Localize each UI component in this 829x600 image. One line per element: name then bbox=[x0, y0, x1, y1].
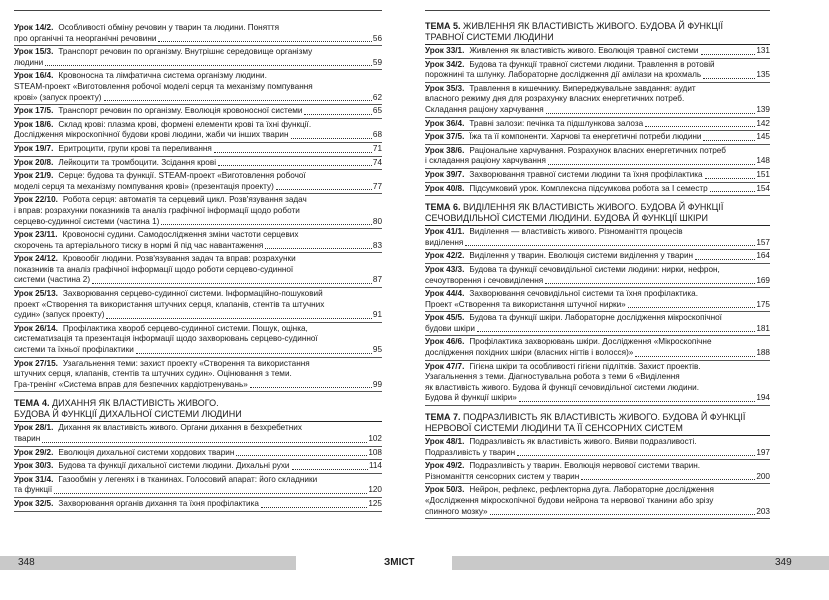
lesson-list bbox=[425, 436, 770, 519]
page-ref: 131 bbox=[756, 46, 770, 55]
lesson-number: Урок 33/1. bbox=[425, 46, 465, 55]
dot-leader bbox=[628, 307, 756, 308]
theme-title-line2: НЕРВОВОЇ СИСТЕМИ ЛЮДИНИ ТА ЇЇ СЕНСОРНИХ СИСТЕМ bbox=[425, 423, 683, 434]
lesson-title-line: Різноманіття сенсорних систем у тварин bbox=[425, 471, 580, 481]
toc-entry bbox=[425, 183, 770, 197]
lesson-title-line: Захворювання органів дихання та їхня профілактика bbox=[58, 498, 259, 508]
lesson-number: Урок 23/11. bbox=[14, 230, 58, 240]
lesson-title-line: Кровоносні судини. Самодослідження зміни частоти серцевих bbox=[62, 230, 299, 240]
lesson-number: Урок 43/3. bbox=[425, 264, 465, 274]
lesson-last-line bbox=[425, 300, 770, 311]
lesson-title-line: тварин bbox=[14, 434, 41, 443]
dot-leader bbox=[465, 245, 755, 246]
dot-leader bbox=[490, 514, 756, 515]
lesson-number: Урок 36/4. bbox=[425, 118, 465, 128]
toc-entry bbox=[425, 169, 770, 183]
lesson-title-line: Проект «Створення та використання штучної нирки» bbox=[425, 299, 626, 309]
lesson-title-line: спинного мозку» bbox=[425, 506, 488, 516]
lesson-title-line: виділення bbox=[425, 237, 464, 247]
dot-leader bbox=[291, 138, 372, 139]
toc-entry bbox=[425, 336, 770, 360]
page-number-left: 348 bbox=[18, 557, 35, 568]
dot-leader bbox=[104, 100, 372, 101]
dot-leader bbox=[250, 387, 372, 388]
dot-leader bbox=[546, 113, 756, 114]
lesson-title-line: проект «Створення та використання штучних серця, клапанів, стентів та штучних bbox=[14, 299, 325, 309]
dot-leader bbox=[161, 224, 372, 225]
toc-entry bbox=[14, 447, 382, 461]
lesson-title-line: Узагальнення з теми. Діагностувальна робота з теми 6 «Виділення bbox=[425, 372, 680, 382]
lesson-last-line bbox=[14, 182, 382, 193]
lesson-last-line bbox=[469, 184, 770, 195]
lesson-title-line: серцево-судинної системи (частина 1) bbox=[14, 216, 160, 226]
lesson-title-line: Гігієна шкіри та особливості гігієни підлітків. Захист проектів. bbox=[469, 361, 701, 371]
lesson-title-line: системи та їхньої профілактики bbox=[14, 345, 134, 355]
dot-leader bbox=[695, 259, 755, 260]
lesson-last-line bbox=[425, 276, 770, 287]
lesson-last-line bbox=[425, 348, 770, 359]
toc-entry bbox=[14, 460, 382, 474]
page-ref: 194 bbox=[756, 393, 770, 403]
toc-entry bbox=[14, 474, 382, 498]
page-ref: 59 bbox=[372, 57, 382, 67]
page-ref: 77 bbox=[372, 181, 382, 191]
toc-entry bbox=[14, 143, 382, 157]
lesson-title-line: STEAM-проект «Виготовлення робочої моделі серця та механізму помпування bbox=[14, 81, 313, 91]
lesson-last-line bbox=[469, 132, 770, 143]
toc-entry bbox=[425, 59, 770, 83]
theme-7-heading bbox=[425, 409, 770, 436]
lesson-title-line: систематизація та презентація інформації щодо захворювань серцево-судинної bbox=[14, 334, 318, 344]
dot-leader bbox=[705, 178, 756, 179]
dot-leader bbox=[548, 164, 755, 165]
toc-entry bbox=[14, 157, 382, 171]
page-ref: 142 bbox=[756, 118, 770, 128]
page-ref: 83 bbox=[372, 240, 382, 250]
dot-leader bbox=[158, 41, 371, 42]
lesson-number: Урок 42/2. bbox=[425, 251, 465, 261]
toc-entry bbox=[425, 250, 770, 264]
lesson-number: Урок 26/14. bbox=[14, 323, 58, 333]
dot-leader bbox=[92, 283, 372, 284]
lesson-last-line bbox=[14, 34, 382, 45]
toc-entry bbox=[425, 131, 770, 145]
page-ref: 157 bbox=[756, 237, 770, 247]
lesson-number: Урок 40/8. bbox=[425, 183, 465, 193]
lesson-title-line: крові» (запуск проекту) bbox=[14, 92, 102, 102]
lesson-title-line: Профілактика захворювань шкіри. Дослідження «Мікроскопічне bbox=[469, 337, 712, 347]
page-ref: 80 bbox=[372, 216, 382, 226]
dot-leader bbox=[292, 469, 368, 470]
lesson-title-line: Дослідження мікроскопічної будови крові людини, жаби чи інших тварин bbox=[14, 130, 289, 140]
lesson-title-line: Дихання як властивість живого. Органи дихання в безхребетних bbox=[58, 423, 302, 433]
page-ref: 200 bbox=[756, 471, 770, 481]
lesson-title-line: власного режиму дня для розрахунку власних енергетичних потреб. bbox=[425, 94, 685, 104]
lesson-number: Урок 28/1. bbox=[14, 423, 54, 433]
dot-leader bbox=[276, 189, 372, 190]
lesson-number: Урок 31/4. bbox=[14, 474, 54, 484]
lesson-title-line: Складання раціону харчування bbox=[425, 104, 544, 114]
lesson-title-line: Подразливість у тварин. Еволюція нервової системи тварин. bbox=[469, 461, 701, 471]
lesson-title-line: Будова та функції сечовидільної системи людини: нирки, нефрон, bbox=[469, 264, 720, 274]
lesson-last-line bbox=[14, 310, 382, 321]
lesson-last-line bbox=[14, 241, 382, 252]
lesson-number: Урок 35/3. bbox=[425, 83, 465, 93]
lesson-title-line: Подразливість у тварин bbox=[425, 447, 516, 457]
toc-entry bbox=[14, 422, 382, 446]
dot-leader bbox=[54, 493, 367, 494]
toc-entry bbox=[14, 22, 382, 46]
toc-entry bbox=[425, 45, 770, 59]
dot-leader bbox=[45, 65, 372, 66]
page-ref: 114 bbox=[368, 461, 382, 471]
lesson-title-line: штучних серця, клапанів, стентів та штучних судин». Оцінювання з теми. bbox=[14, 369, 292, 379]
lesson-title-line: Газообмін у легенях і в тканинах. Голосовий апарат: його складники bbox=[58, 474, 318, 484]
top-rule bbox=[425, 10, 770, 11]
theme-title-line2: БУДОВА Й ФУНКЦІЇ ДИХАЛЬНОЇ СИСТЕМИ ЛЮДИНИ bbox=[14, 409, 242, 420]
lesson-title-line: та функції bbox=[14, 485, 53, 495]
page-ref: 145 bbox=[756, 132, 770, 142]
lesson-title-line: про органічні та неорганічні речовини bbox=[14, 33, 157, 43]
dot-leader bbox=[635, 356, 755, 357]
page-ref: 120 bbox=[368, 485, 382, 495]
footer-gap bbox=[416, 556, 452, 570]
toc-entry bbox=[425, 83, 770, 118]
lesson-title-line: судин» (запуск проекту) bbox=[14, 310, 105, 320]
page-ref: 108 bbox=[368, 447, 382, 457]
toc-entry bbox=[14, 253, 382, 288]
theme-title: ЖИВЛЕННЯ ЯК ВЛАСТИВІСТЬ ЖИВОГО. БУДОВА Й ФУНКЦІЇ bbox=[463, 21, 723, 31]
lesson-number: Урок 46/6. bbox=[425, 337, 465, 347]
lesson-title-line: «Дослідження мікроскопічної будови нейрона та нервової тканини або зрізу bbox=[425, 496, 714, 505]
lesson-last-line bbox=[469, 119, 770, 130]
toc-entry bbox=[14, 358, 382, 393]
page-ref: 62 bbox=[372, 92, 382, 102]
page-ref: 125 bbox=[368, 498, 382, 508]
page-ref: 139 bbox=[756, 104, 770, 114]
lesson-last-line bbox=[469, 251, 770, 262]
lesson-last-line bbox=[425, 448, 770, 459]
lesson-number: Урок 16/4. bbox=[14, 71, 54, 81]
toc-entry bbox=[425, 436, 770, 460]
page-ref: 148 bbox=[756, 156, 770, 166]
lesson-number: Урок 17/5. bbox=[14, 106, 54, 116]
lesson-title-line: Транспорт речовин по організму. Еволюція кровоносної системи bbox=[58, 106, 303, 116]
page-ref: 181 bbox=[756, 323, 770, 333]
lesson-title-line: Будова та функції шкіри. Лабораторне дослідження мікроскопічної bbox=[469, 313, 722, 323]
toc-entry bbox=[14, 119, 382, 143]
theme-6-heading bbox=[425, 199, 770, 226]
toc-entry bbox=[425, 145, 770, 169]
lesson-number: Урок 21/9. bbox=[14, 171, 54, 181]
page-ref: 68 bbox=[372, 130, 382, 140]
page-ref: 175 bbox=[756, 299, 770, 309]
lesson-title-line: Захворювання серцево-судинної системи. Інформаційно-пошуковий bbox=[62, 289, 323, 299]
lesson-title-line: Профілактика хвороб серцево-судинної системи. Пошук, оцінка, bbox=[62, 323, 308, 333]
page-ref: 154 bbox=[756, 183, 770, 193]
lesson-title-line: Будова та функції травної системи людини. Травлення в ротовій bbox=[469, 59, 715, 69]
dot-leader bbox=[701, 54, 756, 55]
lesson-last-line bbox=[58, 499, 382, 510]
toc-entry bbox=[425, 312, 770, 336]
lesson-number: Урок 15/3. bbox=[14, 47, 54, 57]
lesson-title-line: системи (частина 2) bbox=[14, 275, 91, 285]
lesson-number: Урок 49/2. bbox=[425, 461, 465, 471]
lesson-number: Урок 25/13. bbox=[14, 289, 58, 299]
page-ref: 56 bbox=[372, 33, 382, 43]
lesson-number: Урок 19/7. bbox=[14, 143, 54, 153]
lesson-list bbox=[14, 422, 382, 511]
lesson-last-line bbox=[58, 144, 382, 155]
lesson-last-line bbox=[469, 170, 770, 181]
theme-title-line2: СЕЧОВИДІЛЬНОЇ СИСТЕМИ ЛЮДИНИ. БУДОВА Й ФУНКЦІЇ ШКІРИ bbox=[425, 213, 708, 224]
lesson-title-line: Серце: будова та функції. STEAM-проект «Виготовлення робочої bbox=[58, 171, 306, 181]
lesson-title-line: Лейкоцити та тромбоцити. Зсідання крові bbox=[58, 157, 217, 167]
lesson-list bbox=[425, 226, 770, 406]
lesson-number: Урок 20/8. bbox=[14, 157, 54, 167]
lesson-title-line: Травлення в кишечнику. Випереджувальне завдання: аудит bbox=[469, 83, 696, 93]
lesson-number: Урок 14/2. bbox=[14, 23, 54, 32]
lesson-last-line bbox=[14, 93, 382, 104]
toc-entry bbox=[425, 118, 770, 132]
lesson-last-line bbox=[469, 46, 770, 57]
right-column bbox=[425, 18, 770, 519]
lesson-title-line: скорочень та артеріального тиску в нормі й під час навантаження bbox=[14, 240, 264, 250]
theme-label: ТЕМА 4. bbox=[14, 398, 50, 409]
lesson-last-line bbox=[14, 380, 382, 391]
lesson-last-line bbox=[425, 105, 770, 116]
toc-entry bbox=[14, 170, 382, 194]
lesson-last-line bbox=[58, 158, 382, 169]
lesson-title-line: Травні залози: печінка та підшлункова залоза bbox=[469, 118, 644, 128]
toc-entry bbox=[425, 484, 770, 519]
page-ref: 99 bbox=[372, 379, 382, 389]
lesson-list bbox=[425, 45, 770, 196]
lesson-title-line: Гра-тренінг «Система вправ для безпечних кардіотренувань» bbox=[14, 379, 248, 389]
dot-leader bbox=[545, 283, 755, 284]
dot-leader bbox=[519, 401, 755, 402]
lesson-title-line: як властивість живого. Будова й функції сечовидільної системи людини. bbox=[425, 382, 699, 392]
left-page bbox=[14, 0, 382, 556]
lesson-last-line bbox=[14, 485, 382, 496]
lesson-title-line: Робота серця: автоматія та серцевий цикл. Розв'язування задач bbox=[62, 195, 307, 205]
lesson-title-line: Підсумковий урок. Комплексна підсумкова робота за І семестр bbox=[469, 183, 708, 193]
lesson-number: Урок 44/4. bbox=[425, 289, 465, 299]
page-ref: 74 bbox=[372, 157, 382, 167]
theme-title-line2: ТРАВНОЇ СИСТЕМИ ЛЮДИНИ bbox=[425, 32, 554, 42]
lesson-title-line: Виділення — властивість живого. Різноманіття процесів bbox=[469, 227, 683, 237]
lesson-last-line bbox=[425, 324, 770, 335]
theme-label: ТЕМА 7. bbox=[425, 412, 461, 423]
lesson-last-line bbox=[14, 434, 382, 445]
lesson-title-line: показників та аналіз графічної інформації щодо роботи серцево-судинної bbox=[14, 264, 294, 274]
lesson-title-line: дослідження похідних шкіри (власних нігтів і волосся)» bbox=[425, 348, 634, 358]
dot-leader bbox=[261, 507, 367, 508]
toc-entry bbox=[14, 288, 382, 323]
page-ref: 169 bbox=[756, 275, 770, 285]
lesson-title-line: Живлення як властивість живого. Еволюція травної системи bbox=[469, 46, 699, 55]
theme-label: ТЕМА 6. bbox=[425, 202, 461, 213]
toc-entry bbox=[14, 229, 382, 253]
dot-leader bbox=[214, 152, 372, 153]
lesson-last-line bbox=[14, 217, 382, 228]
lesson-last-line bbox=[425, 393, 770, 404]
dot-leader bbox=[236, 455, 367, 456]
lesson-last-line bbox=[425, 507, 770, 518]
lesson-number: Урок 24/12. bbox=[14, 254, 58, 264]
toc-entry bbox=[425, 361, 770, 406]
lesson-number: Урок 50/3. bbox=[425, 485, 465, 495]
lesson-last-line bbox=[58, 461, 382, 472]
lesson-number: Урок 48/1. bbox=[425, 437, 465, 447]
lesson-number: Урок 30/3. bbox=[14, 461, 54, 471]
lesson-last-line bbox=[14, 58, 382, 69]
lesson-title-line: порожнині та шлунку. Лабораторне дослідження дії амілази на крохмаль bbox=[425, 70, 702, 80]
toc-entry bbox=[14, 70, 382, 105]
lesson-title-line: Узагальнення теми: захист проекту «Створення та використання bbox=[62, 358, 310, 368]
lesson-title-line: Кровоносна та лімфатична система організму людини. bbox=[58, 71, 267, 81]
lesson-number: Урок 29/2. bbox=[14, 447, 54, 457]
page-ref: 151 bbox=[756, 169, 770, 179]
lesson-title-line: людини bbox=[14, 57, 44, 67]
lesson-last-line bbox=[14, 345, 382, 356]
lesson-title-line: Еволюція дихальної системи хордових тварин bbox=[58, 447, 235, 457]
lesson-title-line: будови шкіри bbox=[425, 323, 475, 333]
page-ref: 164 bbox=[756, 251, 770, 261]
footer-right-band bbox=[416, 556, 829, 570]
lesson-last-line bbox=[425, 70, 770, 81]
theme-title: ВИДІЛЕННЯ ЯК ВЛАСТИВІСТЬ ЖИВОГО. БУДОВА Й ФУНКЦІЇ bbox=[463, 202, 724, 213]
top-rule bbox=[14, 10, 382, 11]
page-ref: 188 bbox=[756, 348, 770, 358]
lesson-title-line: Подразливість як властивість живого. Вияви подразливості. bbox=[469, 437, 697, 447]
lesson-last-line bbox=[14, 130, 382, 141]
page-ref: 197 bbox=[756, 447, 770, 457]
dot-leader bbox=[218, 165, 372, 166]
page-ref: 135 bbox=[756, 70, 770, 80]
dot-leader bbox=[703, 78, 755, 79]
toc-entry bbox=[14, 46, 382, 70]
toc-entry bbox=[14, 105, 382, 119]
toc-entry bbox=[425, 264, 770, 288]
section-label: ЗМІСТ bbox=[384, 557, 415, 568]
lesson-number: Урок 18/6. bbox=[14, 119, 54, 129]
left-column bbox=[14, 22, 382, 512]
lesson-number: Урок 34/2. bbox=[425, 59, 465, 69]
lesson-title-line: сечоутворення і сечовиділення bbox=[425, 275, 544, 285]
lesson-title-line: Захворювання сечовидільної системи та їхня профілактика. bbox=[469, 289, 698, 299]
lesson-title-line: Будова й функції шкіри» bbox=[425, 393, 517, 403]
dot-leader bbox=[581, 479, 755, 480]
lesson-title-line: моделі серця та механізму помпування крові» (презентація проекту) bbox=[14, 181, 274, 191]
dot-leader bbox=[42, 442, 367, 443]
lesson-number: Урок 32/5. bbox=[14, 498, 54, 508]
dot-leader bbox=[710, 191, 756, 192]
dot-leader bbox=[517, 455, 755, 456]
lesson-title-line: Кровообіг людини. Розв'язування задач та вправ: розрахунки bbox=[62, 254, 296, 264]
dot-leader bbox=[265, 248, 372, 249]
lesson-title-line: і вправ: розрахунки показників та аналіз графічної інформації щодо роботи bbox=[14, 205, 300, 215]
lesson-number: Урок 41/1. bbox=[425, 227, 465, 237]
dot-leader bbox=[703, 140, 755, 141]
dot-leader bbox=[106, 318, 371, 319]
lesson-last-line bbox=[14, 275, 382, 286]
toc-entry bbox=[425, 288, 770, 312]
lesson-number: Урок 27/15. bbox=[14, 358, 58, 368]
dot-leader bbox=[477, 331, 755, 332]
lesson-title-line: Транспорт речовин по організму. Внутрішнє середовище організму bbox=[58, 47, 313, 57]
page-ref: 65 bbox=[372, 106, 382, 116]
lesson-title-line: Еритроцити, групи крові та переливання bbox=[58, 143, 212, 153]
lesson-number: Урок 39/7. bbox=[425, 169, 465, 179]
theme-5-heading bbox=[425, 18, 770, 45]
page-ref: 87 bbox=[372, 275, 382, 285]
footer-left-band bbox=[0, 556, 416, 570]
lesson-title-line: Особливості обміну речовин у тварин та людини. Поняття bbox=[58, 23, 280, 32]
lesson-number: Урок 22/10. bbox=[14, 195, 58, 205]
lesson-title-line: Будова та функції дихальної системи людини. Дихальні рухи bbox=[58, 461, 290, 471]
lesson-last-line bbox=[425, 238, 770, 249]
page-ref: 102 bbox=[368, 434, 382, 443]
dot-leader bbox=[645, 126, 755, 127]
page-number-right: 349 bbox=[775, 557, 792, 568]
toc-entry bbox=[14, 323, 382, 358]
lesson-title-line: Їжа та її компоненти. Харчові та енергетичні потреби людини bbox=[469, 132, 702, 142]
theme-title: ПОДРАЗЛИВІСТЬ ЯК ВЛАСТИВІСТЬ ЖИВОГО. БУДОВА Й ФУНКЦІЇ bbox=[463, 412, 746, 423]
lesson-last-line bbox=[425, 156, 770, 167]
toc-entry bbox=[425, 226, 770, 250]
dot-leader bbox=[304, 114, 371, 115]
theme-title: ДИХАННЯ ЯК ВЛАСТИВІСТЬ ЖИВОГО. bbox=[52, 398, 219, 409]
lesson-title-line: Виділення у тварин. Еволюція системи виділення у тварин bbox=[469, 251, 694, 261]
toc-entry bbox=[425, 460, 770, 484]
page-ref: 203 bbox=[756, 506, 770, 516]
lesson-last-line bbox=[58, 448, 382, 459]
lesson-title-line: Раціональне харчування. Розрахунок власних енергетичних потреб bbox=[469, 145, 726, 155]
right-page bbox=[425, 0, 770, 556]
lesson-last-line bbox=[425, 472, 770, 483]
page-ref: 71 bbox=[372, 143, 382, 153]
lesson-last-line bbox=[58, 106, 382, 117]
theme-label: ТЕМА 5. bbox=[425, 21, 461, 31]
lesson-number: Урок 47/7. bbox=[425, 361, 465, 371]
lesson-title-line: Нейрон, рефлекс, рефлекторна дуга. Лабораторне дослідження bbox=[469, 485, 714, 495]
lesson-number: Урок 45/5. bbox=[425, 313, 465, 323]
dot-leader bbox=[136, 353, 372, 354]
lesson-title-line: Склад крові: плазма крові, формені елементи крові та їхні функції. bbox=[58, 119, 312, 129]
theme-4-heading bbox=[14, 395, 382, 422]
lesson-title-line: Захворювання травної системи людини та їхня профілактика bbox=[469, 169, 703, 179]
toc-entry bbox=[14, 498, 382, 512]
lesson-list bbox=[14, 22, 382, 392]
toc-entry bbox=[14, 194, 382, 229]
page-ref: 95 bbox=[372, 345, 382, 355]
lesson-number: Урок 37/5. bbox=[425, 132, 465, 142]
page-ref: 91 bbox=[372, 310, 382, 320]
lesson-number: Урок 38/6. bbox=[425, 145, 465, 155]
lesson-title-line: і складання раціону харчування bbox=[425, 156, 546, 166]
